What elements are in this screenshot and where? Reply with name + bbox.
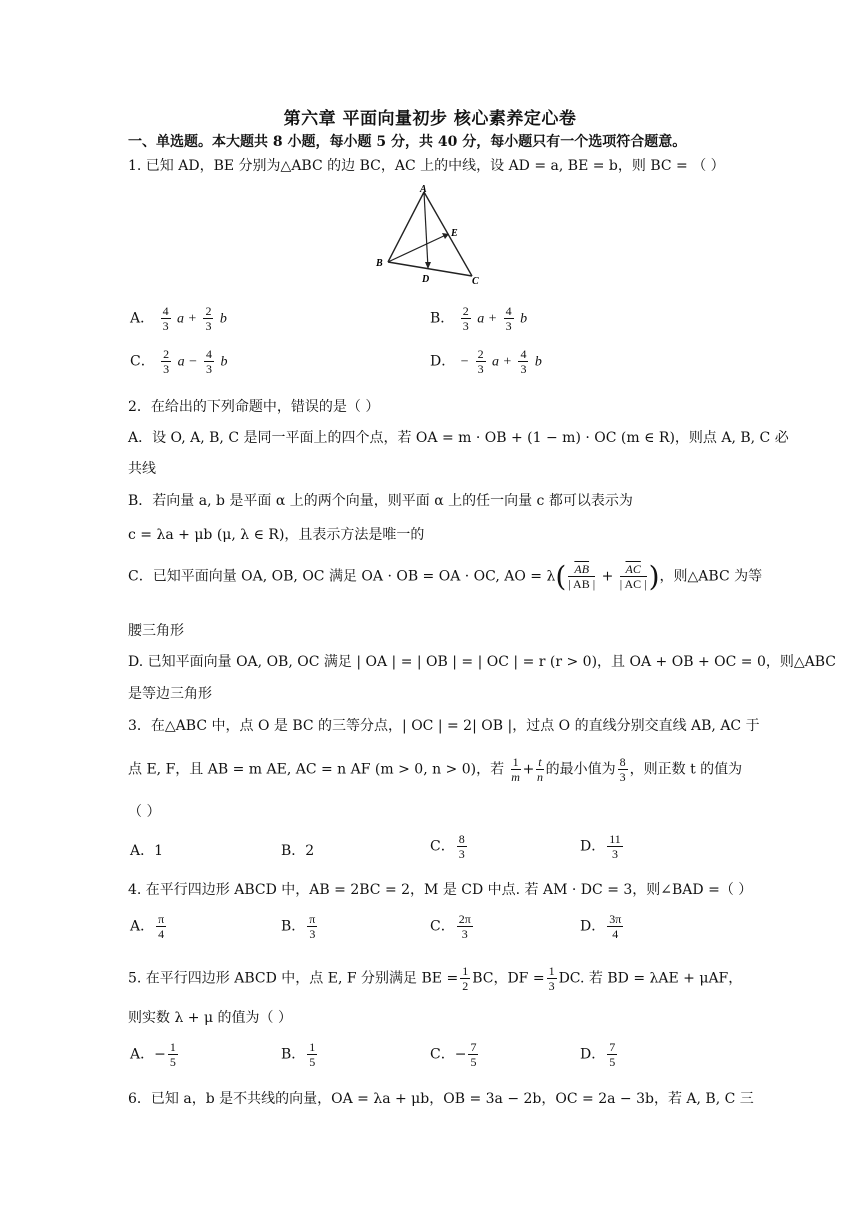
q5-option-d[interactable] xyxy=(580,1040,619,1069)
q3-option-c[interactable] xyxy=(430,832,469,861)
option-label: D． xyxy=(580,1046,606,1063)
fraction: $\frac{\overline{AB}}{| AB |}$ xyxy=(568,562,596,591)
option-label: B． xyxy=(430,310,455,327)
vertex-b-label: B xyxy=(376,258,383,269)
vector-a-term: a + xyxy=(177,311,197,327)
fraction: $\frac{2}{3}$ xyxy=(205,304,212,333)
q3-line2 xyxy=(128,755,742,784)
q5-text: BC，DF = xyxy=(472,970,545,987)
q4-option-a[interactable] xyxy=(130,912,168,941)
option-label: B． xyxy=(281,918,306,935)
vector-b-term: b xyxy=(219,311,227,327)
q3-line3: （ ） xyxy=(128,804,161,820)
fraction: $\frac{2}{3}$ xyxy=(462,304,469,333)
q5-option-b[interactable] xyxy=(281,1040,319,1069)
q2-option-a-line2: 共线 xyxy=(128,461,156,477)
q1-option-b[interactable] xyxy=(430,304,527,333)
vertex-a-label: A xyxy=(420,184,427,195)
q2-option-a-line1[interactable]: A．设 O, A, B, C 是同一平面上的四个点，若 OA = m · OB + (1 − m) · OC (m ∈ R)，则点 A, B, C 必 xyxy=(128,430,789,446)
q5-line1 xyxy=(128,964,742,993)
vector-b-term: b xyxy=(220,354,228,370)
vertex-d-label: D xyxy=(422,274,430,285)
q2-option-b-line2: c = λa + μb (μ, λ ∈ R)，且表示方法是唯一的 xyxy=(128,527,425,543)
q5-option-a[interactable] xyxy=(130,1040,180,1069)
q3-option-b[interactable]: B．2 xyxy=(281,843,315,859)
section-heading: 一、单选题。本大题共 8 小题，每小题 5 分，共 40 分，每小题只有一个选项符合题意。 xyxy=(128,134,687,150)
q1-option-a[interactable] xyxy=(130,304,227,333)
paren-open: ( xyxy=(555,560,567,593)
fraction: $\frac{7}{5}$ xyxy=(609,1040,616,1069)
vertex-c-label: C xyxy=(472,276,479,287)
q2-option-c-line1[interactable] xyxy=(128,560,762,593)
q3-text: 点 E, F，且 AB = m AE, AC = n AF (m > 0, n > 0)，若 xyxy=(128,761,505,778)
triangle-figure xyxy=(368,184,498,290)
q5-option-c[interactable] xyxy=(430,1040,480,1069)
fraction: $\frac{t}{n}$ xyxy=(536,755,543,784)
vector-b-term: b xyxy=(520,311,528,327)
q2-option-c-line2: 腰三角形 xyxy=(128,623,184,639)
q1-stem: 1. 已知 AD，BE 分别为△ABC 的边 BC，AC 上的中线，设 AD = a, BE = b，则 BC = （ ） xyxy=(128,158,725,174)
option-label: D． xyxy=(580,838,606,855)
fraction: $\frac{1}{2}$ xyxy=(462,964,469,993)
option-label: D． xyxy=(580,918,606,935)
q1-option-d[interactable] xyxy=(430,347,542,376)
q4-option-d[interactable] xyxy=(580,912,625,941)
fraction: $\frac{\overline{AC}}{| AC |}$ xyxy=(619,562,647,591)
option-label: D． xyxy=(430,353,456,370)
paren-close: ) xyxy=(648,560,660,593)
fraction: $\frac{11}{3}$ xyxy=(609,832,621,861)
plus-sign: + xyxy=(597,568,618,585)
fraction: $\frac{4}{3}$ xyxy=(505,304,512,333)
q3-line1: 3．在△ABC 中，点 O 是 BC 的三等分点，| OC | = 2| OB |，过点 O 的直线分别交直线 AB, AC 于 xyxy=(128,718,760,734)
q5-text: DC. 若 BD = λAE + μAF， xyxy=(558,970,743,987)
q2-option-d-line2: 是等边三角形 xyxy=(128,686,212,702)
fraction: $\frac{4}{3}$ xyxy=(520,347,527,376)
q4-option-b[interactable] xyxy=(281,912,319,941)
fraction: $\frac{4}{3}$ xyxy=(206,347,213,376)
fraction: $\frac{8}{3}$ xyxy=(458,832,465,861)
fraction: $\frac{2}{3}$ xyxy=(477,347,484,376)
q4-stem: 4. 在平行四边形 ABCD 中，AB = 2BC = 2，M 是 CD 中点. 若 AM · DC = 3，则∠BAD =（ ） xyxy=(128,882,753,898)
q5-line2: 则实数 λ + μ 的值为（ ） xyxy=(128,1010,292,1026)
option-label: C． xyxy=(130,353,155,370)
fraction: $\frac{1}{m}$ xyxy=(511,755,520,784)
q5-text: 5. 在平行四边形 ABCD 中，点 E, F 分别满足 BE = xyxy=(128,970,459,987)
q3-option-a[interactable]: A．1 xyxy=(130,843,164,859)
vector-a-term: a + xyxy=(492,354,512,370)
fraction: $\frac{2\pi}{3}$ xyxy=(458,912,471,941)
plus-sign: + xyxy=(522,761,535,778)
option-label: A． xyxy=(130,918,155,935)
vertex-e-label: E xyxy=(451,228,458,239)
vector-a-term: a − xyxy=(177,354,198,370)
minus-sign: − xyxy=(459,354,470,370)
fraction: $\frac{4}{3}$ xyxy=(162,304,169,333)
fraction: $\frac{2}{3}$ xyxy=(163,347,170,376)
fraction: $\frac{1}{3}$ xyxy=(548,964,555,993)
q3-text: ，则正数 t 的值为 xyxy=(629,761,743,778)
vector-a-term: a + xyxy=(477,311,498,327)
q2-option-b-line1[interactable]: B．若向量 a, b 是平面 α 上的两个向量，则平面 α 上的任一向量 c 都可以表示为 xyxy=(128,493,633,509)
q6-line1: 6．已知 a，b 是不共线的向量，OA = λa + μb，OB = 3a − 2b，OC = 2a − 3b，若 A, B, C 三 xyxy=(128,1091,754,1107)
fraction: $\frac{\pi}{3}$ xyxy=(309,912,316,941)
option-label: B． xyxy=(281,1046,306,1063)
fraction: $\frac{1}{5}$ xyxy=(309,1040,316,1069)
vector-b-term: b xyxy=(534,354,542,370)
option-label: C． xyxy=(430,1046,455,1063)
option-label: A． xyxy=(130,310,155,327)
minus-sign: − xyxy=(454,1046,467,1063)
option-c-text: C．已知平面向量 OA, OB, OC 满足 OA · OB = OA · OC, AO = λ xyxy=(128,568,556,585)
minus-sign: − xyxy=(154,1046,166,1063)
page-title: 第六章 平面向量初步 核心素养定心卷 xyxy=(283,109,577,129)
option-c-text-end: ，则△ABC 为等 xyxy=(659,568,763,585)
fraction: $\frac{3\pi}{4}$ xyxy=(609,912,622,941)
q1-option-c[interactable] xyxy=(130,347,227,376)
q3-option-d[interactable] xyxy=(580,832,625,861)
fraction: $\frac{\pi}{4}$ xyxy=(158,912,165,941)
q4-option-c[interactable] xyxy=(430,912,475,941)
option-label: A． xyxy=(130,1046,155,1063)
fraction: $\frac{1}{5}$ xyxy=(169,1040,176,1069)
option-label: C． xyxy=(430,838,455,855)
option-label: C． xyxy=(430,918,455,935)
q2-option-d-line1[interactable]: D. 已知平面向量 OA, OB, OC 满足 | OA | = | OB | = | OC | = r (r > 0)，且 OA + OB + OC = 0，则△ABC xyxy=(128,654,836,670)
q3-text: 的最小值为 xyxy=(545,761,616,778)
fraction: $\frac{8}{3}$ xyxy=(619,755,626,784)
fraction: $\frac{7}{5}$ xyxy=(470,1040,477,1069)
q2-stem: 2．在给出的下列命题中，错误的是（ ） xyxy=(128,399,380,415)
